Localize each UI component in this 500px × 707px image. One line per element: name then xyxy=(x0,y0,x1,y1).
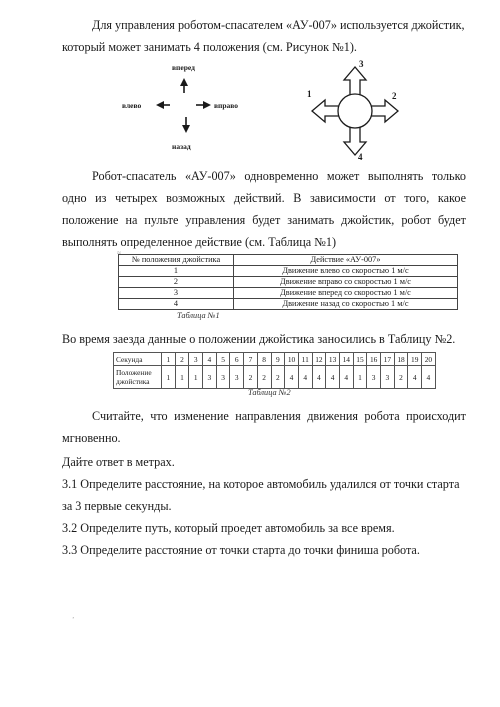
table2-cell: 15 xyxy=(353,353,367,366)
question-3-3: 3.3 Определите расстояние от точки старта до точки финиша робота. xyxy=(62,543,420,557)
table-row xyxy=(119,277,458,288)
table2-cell: 18 xyxy=(394,353,408,366)
figure-joystick xyxy=(100,55,420,170)
table2-cell: 3 xyxy=(203,366,217,389)
table2-cell: 3 xyxy=(230,366,244,389)
table2-cell: 4 xyxy=(203,353,217,366)
table1-caption: Таблица №1 xyxy=(177,311,220,320)
table2-cell: 4 xyxy=(285,366,299,389)
table2-cell: 10 xyxy=(285,353,299,366)
table2-cell: 3 xyxy=(216,366,230,389)
table1-cell: 4 xyxy=(119,299,234,310)
table2-position-label: Положение джойстика xyxy=(114,366,162,389)
table2-cell: 12 xyxy=(312,353,326,366)
table1-cell: 1 xyxy=(119,266,234,277)
label-forward: вперед xyxy=(172,63,195,72)
table2-cell: 1 xyxy=(175,366,189,389)
label-left: влево xyxy=(122,101,142,110)
intro-line-1: Для управления роботом-спасателем «АУ-007» используется джойстик, xyxy=(92,18,465,32)
table1-header-position: № положения джойстика xyxy=(119,255,234,266)
table-row xyxy=(114,353,436,366)
table2-cell: 3 xyxy=(189,353,203,366)
table2-cell: 19 xyxy=(408,353,422,366)
table2-cell: 5 xyxy=(216,353,230,366)
position-4-label: 4 xyxy=(358,152,363,162)
table2-cell: 16 xyxy=(367,353,381,366)
table2-cell: 7 xyxy=(244,353,258,366)
table2-cell: 8 xyxy=(257,353,271,366)
table2-caption: Таблица №2 xyxy=(248,388,291,397)
table2-cell: 1 xyxy=(162,353,176,366)
position-2-label: 2 xyxy=(392,91,397,101)
table1-cell: Движение влево со скоростью 1 м/с xyxy=(234,266,458,277)
intro-line-2: который может занимать 4 положения (см. Рисунок №1). xyxy=(62,40,357,54)
arrow-left-icon xyxy=(156,101,170,109)
table1-cell: Движение назад со скоростью 1 м/с xyxy=(234,299,458,310)
table2-cell: 2 xyxy=(175,353,189,366)
table1-header-action: Действие «АУ-007» xyxy=(234,255,458,266)
table2-cell: 4 xyxy=(422,366,436,389)
question-3-2: 3.2 Определите путь, который проедет автомобиль за все время. xyxy=(62,521,395,535)
table2-cell: 2 xyxy=(257,366,271,389)
table2-cell: 13 xyxy=(326,353,340,366)
table2-cell: 4 xyxy=(298,366,312,389)
table2-cell: 14 xyxy=(339,353,353,366)
page-mark: ‚ xyxy=(72,612,75,620)
table2-cell: 4 xyxy=(408,366,422,389)
paragraph-answer-units: Дайте ответ в метрах. xyxy=(62,455,175,469)
table2-cell: 2 xyxy=(271,366,285,389)
joystick-cross-icon xyxy=(312,67,398,155)
table2-cell: 4 xyxy=(312,366,326,389)
table2-cell: 2 xyxy=(394,366,408,389)
table1-cell: Движение вправо со скоростью 1 м/с xyxy=(234,277,458,288)
table1-cell: 2 xyxy=(119,277,234,288)
label-back: назад xyxy=(172,142,191,151)
table2-cell: 3 xyxy=(381,366,395,389)
question-3-1: 3.1 Определите расстояние, на которое автомобиль удалился от точки старта за 3 первые секунды. xyxy=(62,477,460,513)
table2-cell: 20 xyxy=(422,353,436,366)
table-row xyxy=(119,288,458,299)
table2-cell: 2 xyxy=(244,366,258,389)
table2-cell: 3 xyxy=(367,366,381,389)
table2-cell: 9 xyxy=(271,353,285,366)
table2-seconds-label: Секунда xyxy=(114,353,162,366)
table2-cell: 6 xyxy=(230,353,244,366)
table2-cell: 17 xyxy=(381,353,395,366)
table2-cell: 1 xyxy=(189,366,203,389)
table-row xyxy=(114,366,436,389)
arrow-down-icon xyxy=(182,117,190,133)
table2-cell: 4 xyxy=(326,366,340,389)
table-row xyxy=(119,299,458,310)
table-1-joystick-actions xyxy=(118,254,458,310)
paragraph-instant-change: Считайте, что изменение направления движения робота происходит мгновенно. xyxy=(62,409,466,445)
position-3-label: 3 xyxy=(359,59,364,69)
joystick-diagram xyxy=(100,55,420,170)
table2-cell: 4 xyxy=(339,366,353,389)
label-right: вправо xyxy=(214,101,239,110)
table-row xyxy=(119,266,458,277)
arrow-up-icon xyxy=(180,78,188,93)
paragraph-table2-intro: Во время заезда данные о положении джойстика заносились в Таблицу №2. xyxy=(62,332,456,346)
table2-cell: 11 xyxy=(298,353,312,366)
table1-cell: Движение вперед со скоростью 1 м/с xyxy=(234,288,458,299)
position-1-label: 1 xyxy=(307,89,312,99)
table2-cell: 1 xyxy=(353,366,367,389)
table2-cell: 1 xyxy=(162,366,176,389)
table1-cell: 3 xyxy=(119,288,234,299)
table-2-joystick-log xyxy=(113,352,436,389)
paragraph-robot-actions: Робот-спасатель «АУ-007» одновременно может выполнять только одно из четырех возможных действий. В зависимости от того, какое положение на пульте управления будет занимать джойстик, робот будет выполнять определенное действие (см. Таблица №1) xyxy=(62,169,466,249)
arrow-right-icon xyxy=(196,101,211,109)
table-corner-mark: ≈ xyxy=(117,249,121,257)
